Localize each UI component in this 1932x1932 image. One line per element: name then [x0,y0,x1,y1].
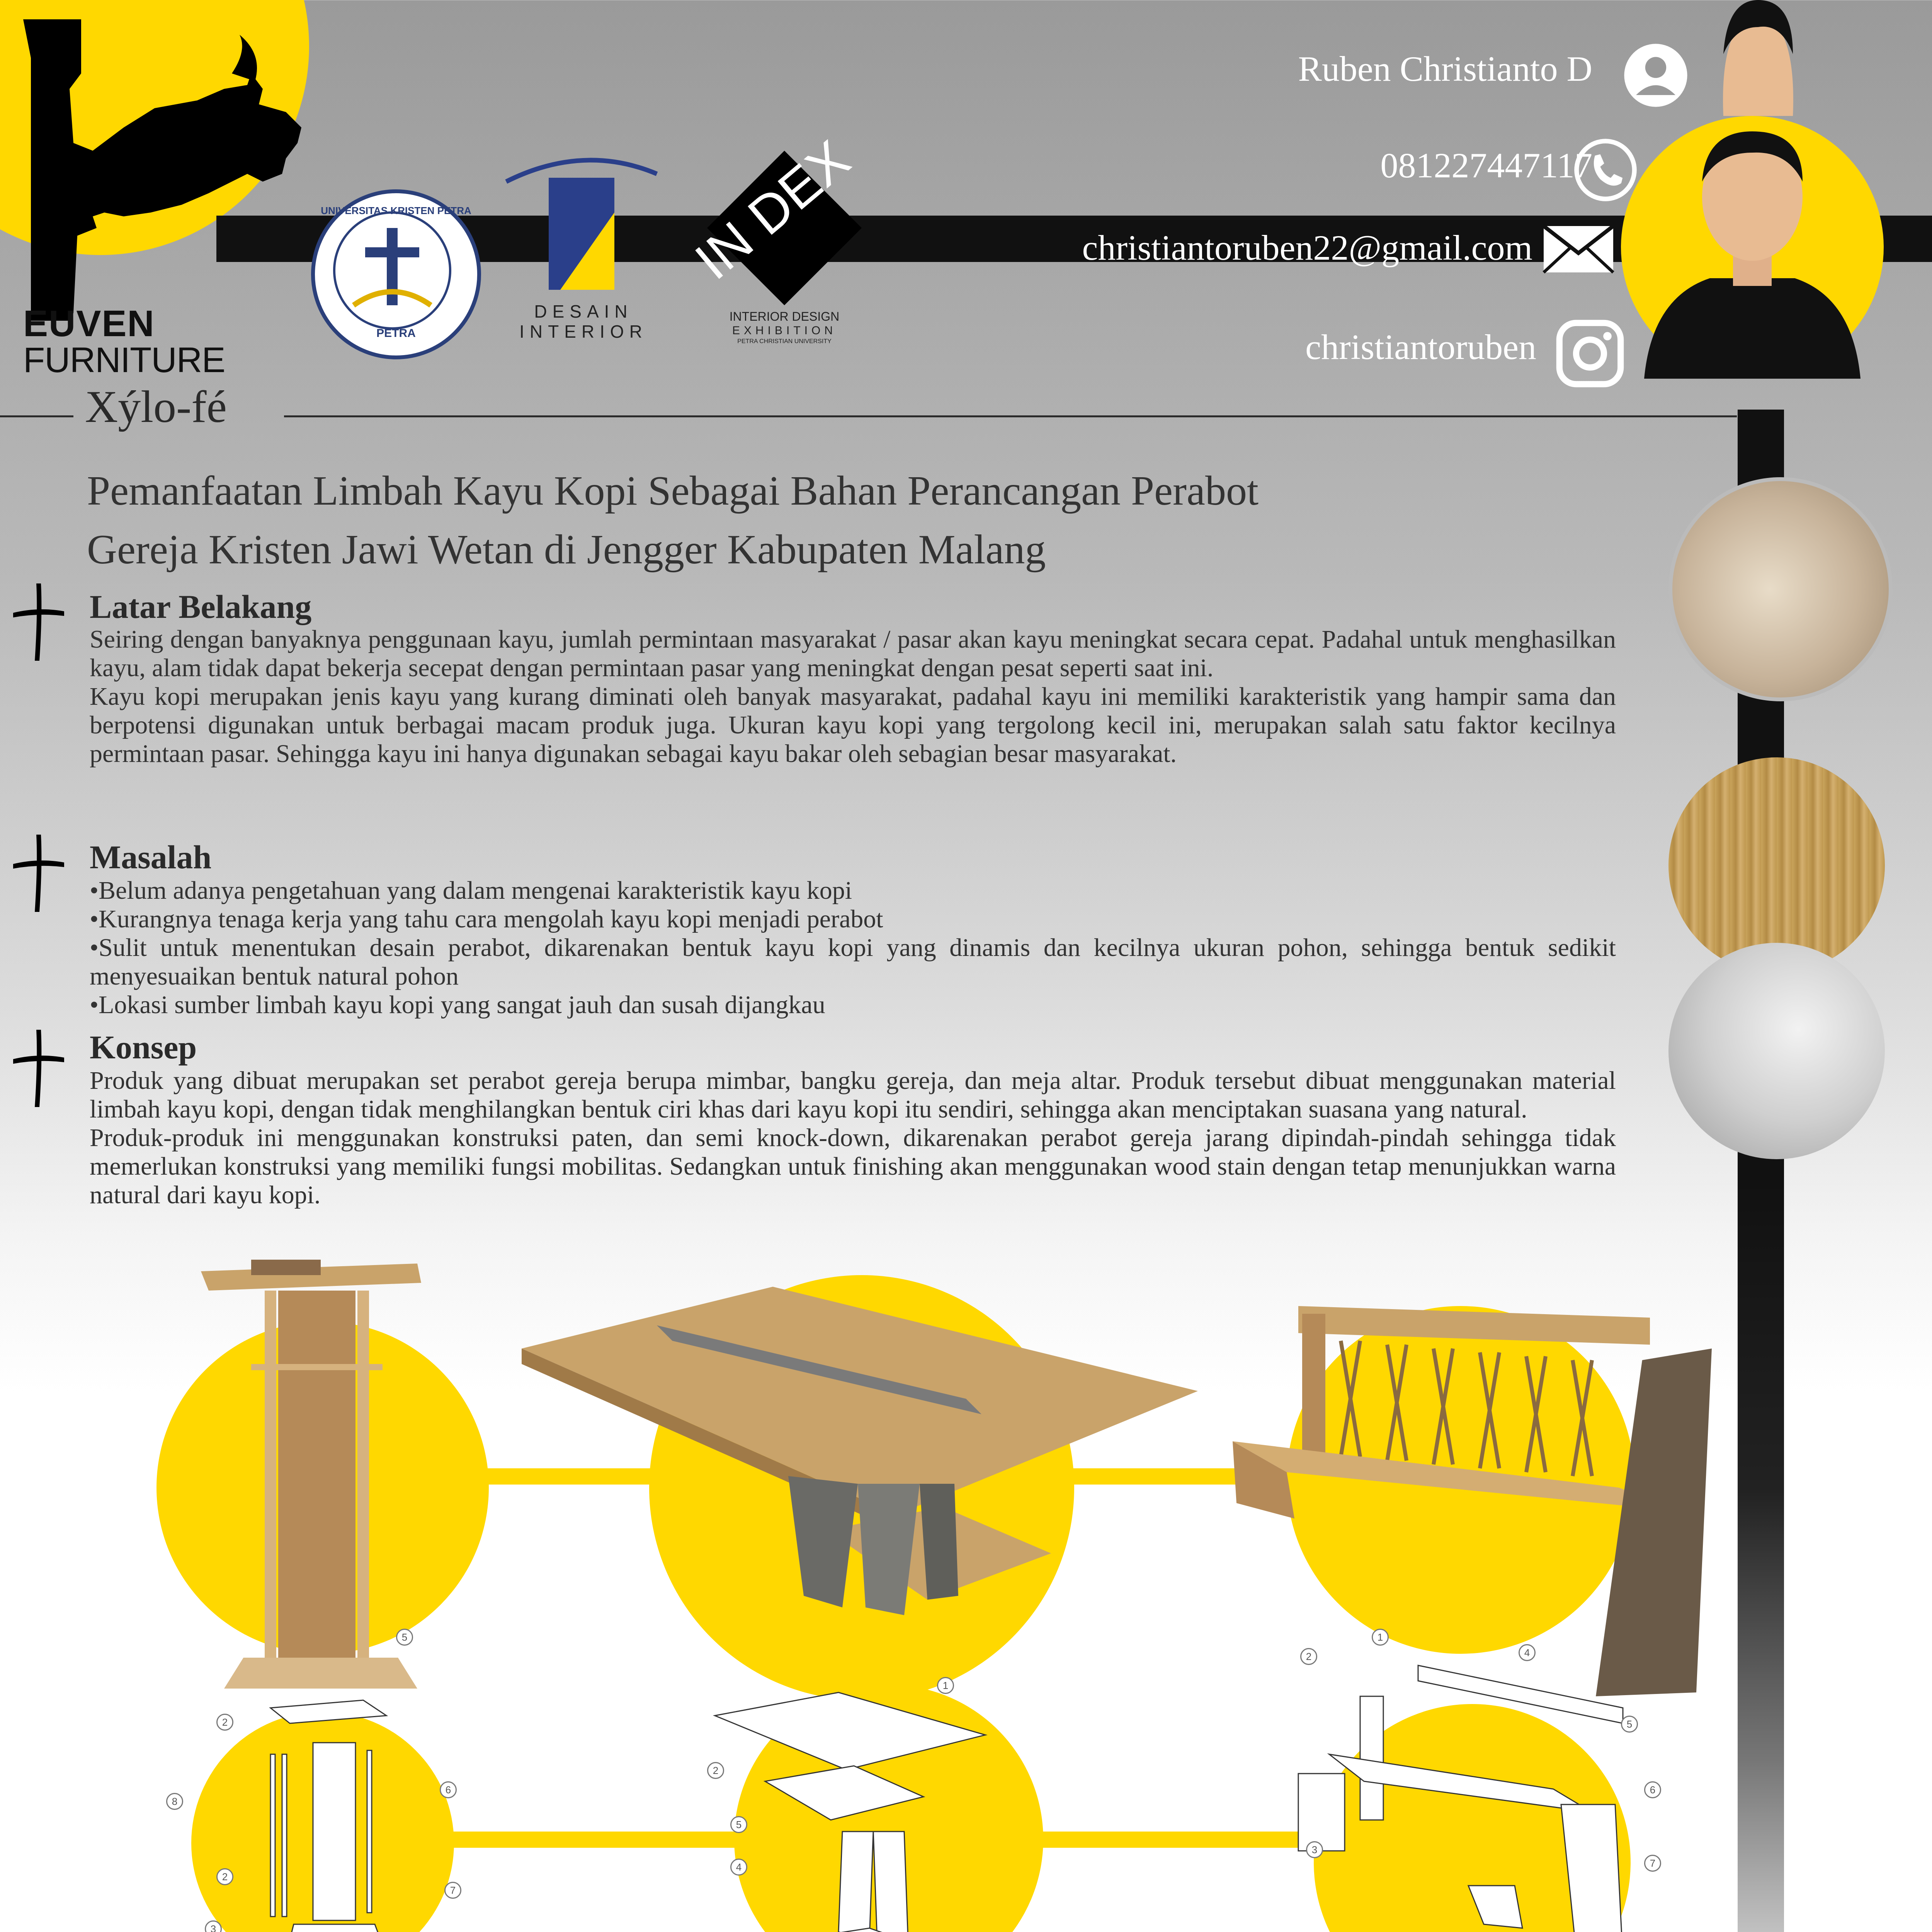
altar-exploded-drawing [707,1692,1016,1932]
portrait-illustration-icon [1621,116,1884,379]
masalah-list [90,876,1616,1019]
contact-email: christiantoruben22@gmail.com [1082,228,1532,267]
pulpit-exploded-drawing [247,1685,410,1932]
latar-p1: Seiring dengan banyaknya penggunaan kayu, jumlah permintaan masyarakat / pasar akan kayu meningkat secara cepat. Padahal untuk menghasilkan kayu, alam tidak dapat bekerja secepat dengan permintaan pasar yang meningkat dengan pesat seperti saat ini. [90,625,1616,682]
index-sub2: EXHIBITION [732,324,837,337]
index-logo-text: IN DEX [684,128,861,291]
callout-number: 4 [730,1859,747,1876]
cross-icon [12,583,66,661]
desain-interior-label: DESAIN INTERIOR [519,301,648,342]
callout-number: 7 [444,1882,461,1899]
index-caption [707,309,862,345]
desain-interior-logo-icon [502,151,665,305]
title-rule-right [284,415,1737,417]
callout-number: 7 [1644,1855,1661,1872]
wood-cross-section-swatch [1668,477,1893,701]
callout-number: 5 [1621,1716,1638,1733]
latar-p2: Kayu kopi merupakan jenis kayu yang kurang diminati oleh banyak masyarakat, padahal kayu ini memiliki karakteristik yang hampir sama dan berpotensi digunakan untuk berbagai macam produk juga. Ukuran kayu kopi yang tergolong kecil ini, merupakan salah satu faktor kecilnya permintaan pasar. Sehingga kayu ini hanya digunakan sebagai kayu bakar oleh sebagian besar masyarakat. [90,682,1616,768]
callout-number: 1 [937,1677,954,1694]
subtitle-line2: Gereja Kristen Jawi Wetan di Jengger Kabupaten Malang [87,527,1046,573]
index-sub3: PETRA CHRISTIAN UNIVERSITY [737,338,832,345]
section-heading-latar: Latar Belakang [90,588,312,625]
masalah-item: •Kurangnya tenaga kerja yang tahu cara mengolah kayu kopi menjadi perabot [90,905,883,933]
contact-instagram: christiantoruben [1305,327,1536,367]
subtitle-line1: Pemanfaatan Limbah Kayu Kopi Sebagai Bahan Perancangan Perabot [87,468,1259,514]
instagram-icon [1555,319,1625,388]
callout-number: 3 [1306,1841,1323,1858]
contact-name: Ruben Christianto D [1298,49,1592,88]
callout-number: 1 [1372,1629,1389,1646]
seal-text: UNIVERSITAS KRISTEN PETRA [321,205,471,216]
section-heading-konsep: Konsep [90,1029,197,1066]
bench-exploded-drawing [1283,1658,1638,1932]
contact-phone: 081227447117 [1380,146,1592,185]
bark-texture-swatch [1668,943,1885,1159]
project-subtitle [87,462,1633,579]
masalah-item: •Belum adanya pengetahuan yang dalam mengenai karakteristik kayu kopi [90,876,852,905]
masalah-item: •Lokasi sumber limbah kayu kopi yang sangat jauh dan susah dijangkau [90,991,825,1019]
callout-number: 6 [1644,1781,1661,1798]
konsep-p2: Produk-produk ini menggunakan konstruksi paten, dan semi knock-down, dikarenakan perabot gereja jarang dipindah-pindah sehingga tidak memerlukan konstruksi yang memiliki fungsi mobilitas. Sedangkan untuk finishing akan menggunakan wood stain dengan tetap menunjukkan warna natural dari kayu kopi. [90,1124,1616,1209]
index-logo-icon [684,128,866,309]
cross-icon [12,1030,66,1107]
title-rule-left [0,415,73,417]
designer-portrait [1621,116,1884,379]
callout-number: 3 [205,1920,222,1932]
user-icon [1623,43,1689,108]
callout-number: 2 [216,1868,233,1885]
university-seal [311,189,481,359]
masalah-item: •Sulit untuk menentukan desain perabot, dikarenakan bentuk kayu kopi yang dinamis dan kecilnya ukuran pohon, sehingga bentuk sedikit menyesuaikan bentuk natural pohon [90,934,1616,990]
callout-number: 8 [166,1793,183,1810]
callout-number: 2 [707,1762,724,1779]
section-heading-masalah: Masalah [90,838,212,876]
brand-line2: FURNITURE [23,340,225,380]
konsep-paragraphs [90,1066,1616,1209]
brand-line1: EUVEN [23,303,155,344]
seal-text-bottom: PETRA [376,327,416,340]
brand-wordmark [23,305,225,378]
latar-paragraphs [90,625,1616,768]
cross-icon [12,835,66,912]
portrait-head-overflow [1716,0,1801,116]
callout-number: 6 [440,1781,457,1798]
callout-number: 5 [730,1816,747,1833]
callout-number: 2 [216,1714,233,1731]
altar-table-render [510,1283,1206,1631]
mail-icon [1542,224,1615,274]
callout-number: 2 [1300,1648,1317,1665]
index-sub1: INTERIOR DESIGN [729,310,840,323]
stained-wood-swatch [1668,757,1885,974]
callout-number: 5 [396,1629,413,1646]
callout-number: 4 [1519,1644,1536,1661]
konsep-p1: Produk yang dibuat merupakan set perabot gereja berupa mimbar, bangku gereja, dan meja altar. Produk tersebut dibuat menggunakan material limbah kayu kopi, dengan tidak menghilangkan bentuk ciri khas dari kayu kopi itu sendiri, sehingga akan menciptakan suasana yang natural. [90,1066,1616,1123]
project-title: Xýlo-fé [85,381,227,432]
church-bench-render [1233,1302,1719,1696]
